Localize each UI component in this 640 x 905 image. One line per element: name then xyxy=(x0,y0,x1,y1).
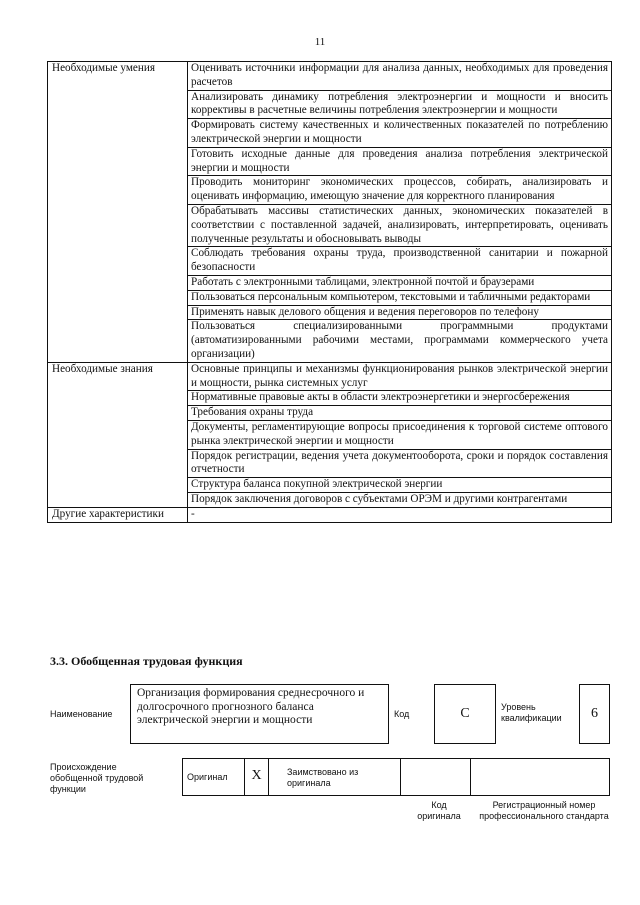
qualification-level-value: 6 xyxy=(591,706,598,721)
knowledge-item: Структура баланса покупной электрической энергии xyxy=(188,478,612,493)
skill-item: Проводить мониторинг экономических процессов, собирать, анализировать и оценивать информацию, имеющую значение для корректного планирования xyxy=(188,176,612,205)
requirements-table xyxy=(47,61,612,523)
original-cell xyxy=(183,759,245,795)
original-code-cell xyxy=(401,759,471,795)
skill-category-label: Необходимые умения xyxy=(48,62,188,363)
knowledge-item: Основные принципы и механизмы функционирования рынков электрической энергии и мощности, рынка системных услуг xyxy=(188,362,612,391)
knowledge-item: Порядок регистрации, ведения учета документооборота, сроки и порядок составления отчетности xyxy=(188,449,612,478)
skill-item: Готовить исходные данные для проведения анализа потребления электрической энергии и мощности xyxy=(188,147,612,176)
knowledge-item: Требования охраны труда xyxy=(188,406,612,421)
skill-item: Соблюдать требования охраны труда, производственной санитарии и пожарной безопасности xyxy=(188,247,612,276)
code-box xyxy=(434,684,496,744)
original-mark-cell xyxy=(245,759,269,795)
skill-item: Применять навык делового общения и ведения переговоров по телефону xyxy=(188,305,612,320)
borrowed-cell xyxy=(269,759,401,795)
knowledge-item: Нормативные правовые акты в области электроэнергетики и энергосбережения xyxy=(188,391,612,406)
name-label: Наименование xyxy=(50,709,113,719)
origin-label: Происхождение обобщенной трудовой функции xyxy=(50,762,144,794)
skill-item: Оценивать источники информации для анализа данных, необходимых для проведения расчетов xyxy=(188,62,612,91)
registration-number-caption: Регистрационный номер профессионального стандарта xyxy=(479,800,609,821)
other-category-label: Другие характеристики xyxy=(48,507,188,522)
other-value: - xyxy=(188,507,612,522)
knowledge-item: Документы, регламентирующие вопросы присоединения к торговой системе оптового рынка электрической энергии и мощности xyxy=(188,420,612,449)
skill-item: Анализировать динамику потребления электроэнергии и мощности и вносить коррективы в расчетные величины потребления электроэнергии и мощности xyxy=(188,90,612,119)
skill-row xyxy=(48,62,612,91)
code-value: C xyxy=(460,706,470,721)
skill-item: Работать с электронными таблицами, электронной почтой и браузерами xyxy=(188,275,612,290)
borrowed-label: Заимствовано из оригинала xyxy=(287,767,359,788)
qualification-level-label: Уровень квалификации xyxy=(501,702,562,723)
original-code-caption: Код оригинала xyxy=(417,800,461,821)
function-name-value: Организация формирования среднесрочного и долгосрочного прогнозного баланса электрической энергии и мощности xyxy=(137,687,365,726)
original-label: Оригинал xyxy=(187,772,228,782)
skill-item: Формировать систему качественных и количественных показателей по потреблению электрической энергии и мощности xyxy=(188,119,612,148)
knowledge-item: Порядок заключения договоров с субъектами ОРЭМ и другими контрагентами xyxy=(188,492,612,507)
skill-item: Обрабатывать массивы статистических данных, экономических показателей в соответствии с поставленной задачей, анализировать, интерпретировать, оценивать полученные результаты и обосновывать выводы xyxy=(188,204,612,246)
registration-number-cell xyxy=(471,759,609,795)
qualification-level-box xyxy=(579,684,610,744)
function-name-box xyxy=(130,684,389,744)
other-row xyxy=(48,507,612,522)
knowledge-category-label: Необходимые знания xyxy=(48,362,188,507)
origin-row xyxy=(182,758,610,796)
code-label: Код xyxy=(394,709,410,719)
skill-item: Пользоваться персональным компьютером, текстовыми и табличными редакторами xyxy=(188,290,612,305)
page-number: 11 xyxy=(314,36,326,48)
original-mark: X xyxy=(251,768,262,783)
skill-item: Пользоваться специализированными программными продуктами (автоматизированными рабочими местами, программами коммерческого учета организации) xyxy=(188,320,612,362)
knowledge-row xyxy=(48,362,612,391)
section-title: 3.3. Обобщенная трудовая функция xyxy=(50,654,243,668)
